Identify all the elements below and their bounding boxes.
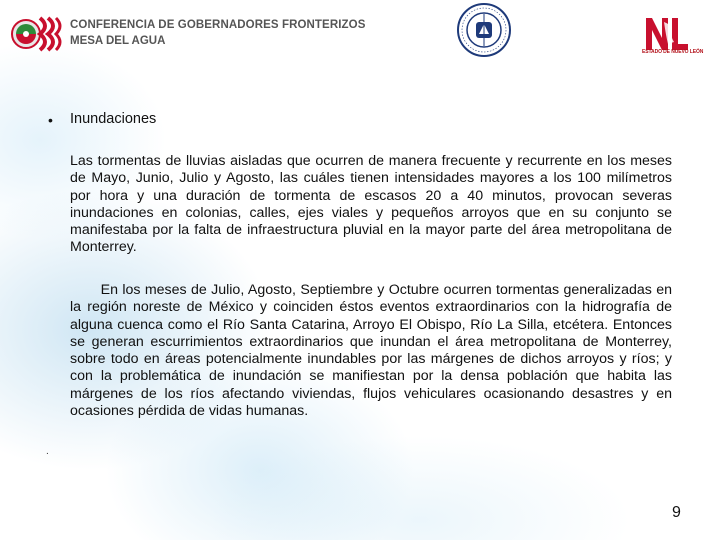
bullet-marker: • [48,112,53,128]
border-governors-logo-icon [10,12,66,56]
section-heading: Inundaciones [70,111,157,127]
paragraph-isolated-storms: Las tormentas de lluvias aisladas que ocurren de manera frecuente y recurrente en los meses de Mayo, Junio, Julio y Agosto, las cuáles tienen intensidades mayores a los 100 milímetros por hora y una duración de tormenta de escasos 20 a 40 minutos, provocan severas inundaciones en colonias, calles, ejes viales y pequeños arroyos que en su conjunto se manifestaba por la falta de infraestructura pluvial en la mayor parte del área metropolitana de Monterrey. [70,153,672,256]
nuevo-leon-logo-caption: ESTADO DE NUEVO LEÓN [642,49,704,55]
paragraph-generalized-storms: En los meses de Julio, Agosto, Septiembre y Octubre ocurren tormentas generalizadas en la región noreste de México y coinciden éstos eventos extraordinarios con la hidrografía de alguna cuenca como el Río Santa Catarina, Arroyo El Obispo, Río La Silla, etcétera. Entonces se generan escurrimientos extraordinarios que inundan el área metropolitana de Monterrey, sobre todo en áreas potencialmente inundables por las márgenes de dichos arroyos y ríos; y con la problemática de inundación se manifiestan por la densa población que habita las márgenes de los ríos afectando viviendas, flujos vehiculares ocasionando desastres y en ocasiones pérdida de vidas humanas. [70,282,672,420]
page-number: 9 [672,504,681,521]
institutional-seal-icon [456,2,512,58]
stray-mark: . [46,446,49,457]
organization-subtitle: MESA DEL AGUA [70,35,166,47]
organization-title: CONFERENCIA DE GOBERNADORES FRONTERIZOS [70,19,366,31]
header [0,0,720,70]
